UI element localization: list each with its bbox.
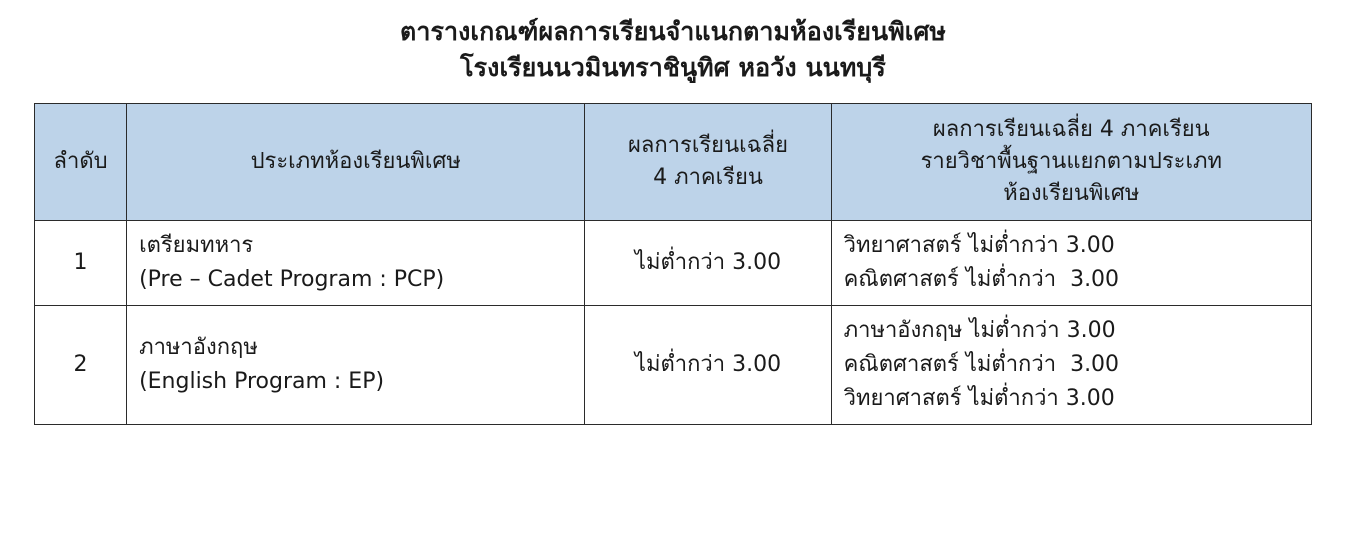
table-row — [35, 305, 1312, 424]
table-header-row — [35, 104, 1312, 221]
row-2-subject-detail — [831, 305, 1311, 424]
row-1-subject-detail — [831, 220, 1311, 305]
table-header — [35, 104, 1312, 221]
row-1-gpa: ไม่ต่ำกว่า 3.00 — [585, 220, 831, 305]
column-header-gpa — [585, 104, 831, 221]
row-2-program-type-line-1: ภาษาอังกฤษ — [139, 334, 258, 360]
table-row — [35, 220, 1312, 305]
row-1-subject-detail-line-1: วิทยาศาสตร์ ไม่ต่ำกว่า 3.00 — [843, 232, 1115, 258]
row-2-subject-detail-line-3: วิทยาศาสตร์ ไม่ต่ำกว่า 3.00 — [843, 386, 1115, 412]
special-program-criteria-table — [34, 103, 1312, 425]
row-2-program-type — [127, 305, 585, 424]
row-1-program-type-line-1: เตรียมทหาร — [139, 232, 254, 258]
title-line-1: ตารางเกณฑ์ผลการเรียนจำแนกตามห้องเรียนพิเศษ — [399, 17, 947, 46]
row-1-subject-detail-line-2: คณิตศาสตร์ ไม่ต่ำกว่า 3.00 — [843, 266, 1120, 292]
column-header-gpa-line-1: ผลการเรียนเฉลี่ย — [627, 132, 788, 158]
title-line-2: โรงเรียนนวมินทราชินูทิศ หอวัง นนทบุรี — [460, 52, 886, 82]
column-header-gpa-line-2: 4 ภาคเรียน — [653, 164, 763, 190]
column-header-subject-detail — [831, 104, 1311, 221]
table-container — [34, 103, 1312, 425]
column-header-subject-detail-line-1: ผลการเรียนเฉลี่ย 4 ภาคเรียน — [932, 117, 1210, 142]
row-1-program-type-line-2: (Pre – Cadet Program : PCP) — [139, 266, 445, 292]
row-2-program-type-line-2: (English Program : EP) — [139, 369, 385, 394]
row-1-program-type — [127, 220, 585, 305]
row-2-subject-detail-line-2: คณิตศาสตร์ ไม่ต่ำกว่า 3.00 — [843, 351, 1120, 377]
row-2-no: 2 — [35, 305, 127, 424]
column-header-no: ลำดับ — [35, 104, 127, 221]
document-title — [0, 0, 1346, 85]
row-2-gpa: ไม่ต่ำกว่า 3.00 — [585, 305, 831, 424]
row-2-subject-detail-line-1: ภาษาอังกฤษ ไม่ต่ำกว่า 3.00 — [843, 317, 1116, 343]
table-body — [35, 220, 1312, 424]
row-1-no: 1 — [35, 220, 127, 305]
column-header-program-type: ประเภทห้องเรียนพิเศษ — [127, 104, 585, 221]
column-header-subject-detail-line-2: รายวิชาพื้นฐานแยกตามประเภท — [920, 148, 1223, 174]
column-header-subject-detail-line-3: ห้องเรียนพิเศษ — [1003, 180, 1140, 206]
